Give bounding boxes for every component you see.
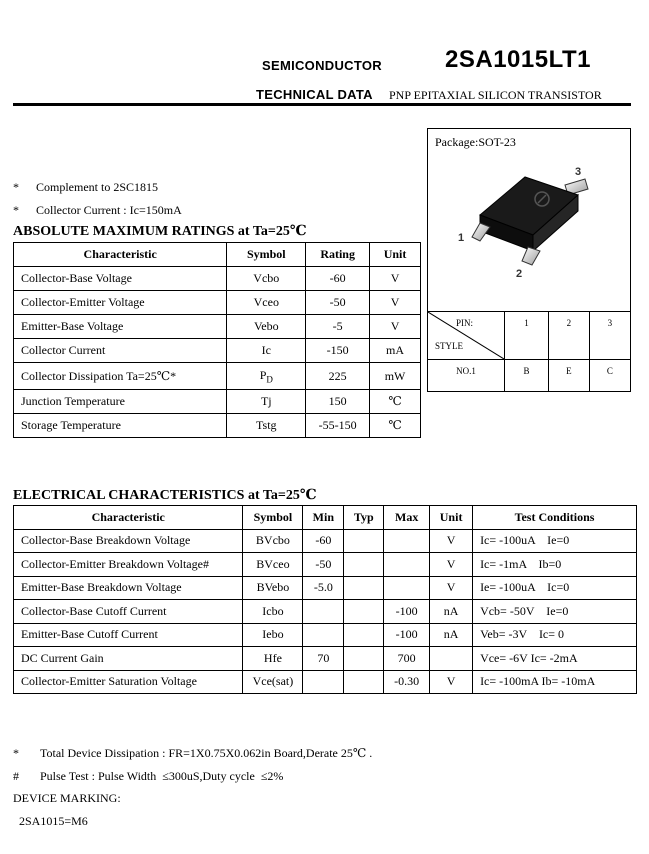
conditions-cell: Veb= -3V Ic= 0 xyxy=(473,623,637,647)
rating-cell: -60 xyxy=(306,267,370,291)
conditions-cell: Ic= -1mA Ib=0 xyxy=(473,553,637,577)
symbol-main: P xyxy=(259,367,267,382)
symbol-cell: BVceo xyxy=(243,553,303,577)
symbol-cell: Vceo xyxy=(227,291,306,315)
symbol-cell: Tstg xyxy=(227,414,306,438)
unit-cell: ℃ xyxy=(370,390,421,414)
symbol-subscript: D xyxy=(266,374,273,385)
typ-cell xyxy=(344,647,384,671)
device-marking-value: 2SA1015=M6 xyxy=(19,814,88,828)
footnote-mark: # xyxy=(13,769,19,783)
symbol-cell: Hfe xyxy=(243,647,303,671)
typ-cell xyxy=(344,553,384,577)
rating-cell: -55-150 xyxy=(306,414,370,438)
table-row xyxy=(14,553,637,577)
symbol-cell: Vce(sat) xyxy=(243,670,303,694)
pin-function: B xyxy=(505,360,549,392)
unit-cell: ℃ xyxy=(370,414,421,438)
typ-cell xyxy=(344,600,384,624)
footnote-text: Pulse Test : Pulse Width ≤300uS,Duty cycle ≤2% xyxy=(40,769,284,783)
characteristic-cell: Collector-Emitter Voltage xyxy=(14,291,227,315)
characteristic-cell: DC Current Gain xyxy=(14,647,243,671)
column-header: Symbol xyxy=(243,506,303,530)
pin-3-label: 3 xyxy=(575,166,582,178)
symbol-cell: BVebo xyxy=(243,576,303,600)
bullet-mark: * xyxy=(13,180,19,194)
rating-cell: -5 xyxy=(306,315,370,339)
typ-cell xyxy=(344,670,384,694)
rating-cell: 150 xyxy=(306,390,370,414)
unit-cell: nA xyxy=(430,623,473,647)
column-header: Max xyxy=(384,506,430,530)
column-header: Characteristic xyxy=(14,506,243,530)
characteristic-cell: Collector Dissipation Ta=25℃* xyxy=(14,363,227,390)
feature-text: Complement to 2SC1815 xyxy=(36,180,159,194)
pin-number: 3 xyxy=(589,312,630,360)
electrical-table xyxy=(13,505,637,694)
conditions-cell: Ic= -100uA Ie=0 xyxy=(473,529,637,553)
rating-cell: -150 xyxy=(306,339,370,363)
characteristic-cell: Collector-Base Voltage xyxy=(14,267,227,291)
characteristic-cell: Collector Current xyxy=(14,339,227,363)
column-header: Rating xyxy=(306,243,370,267)
unit-cell: nA xyxy=(430,600,473,624)
table-header-row xyxy=(14,243,421,267)
column-header: Symbol xyxy=(227,243,306,267)
unit-cell: mA xyxy=(370,339,421,363)
column-header: Min xyxy=(303,506,344,530)
symbol-cell: Iebo xyxy=(243,623,303,647)
table-row xyxy=(14,623,637,647)
pin-function: C xyxy=(589,360,630,392)
max-cell: -0.30 xyxy=(384,670,430,694)
min-cell: -50 xyxy=(303,553,344,577)
footnote-text: Total Device Dissipation : FR=1X0.75X0.062in Board,Derate 25℃ . xyxy=(40,746,373,760)
symbol-cell: Tj xyxy=(227,390,306,414)
abs-max-title: ABSOLUTE MAXIMUM RATINGS at Ta=25℃ xyxy=(13,224,307,239)
style-name: NO.1 xyxy=(428,360,505,392)
header-rule xyxy=(13,103,631,106)
typ-cell xyxy=(344,576,384,600)
footnote-mark: * xyxy=(13,746,19,760)
symbol-cell: Ic xyxy=(227,339,306,363)
conditions-cell: Ic= -100mA Ib= -10mA xyxy=(473,670,637,694)
feature-item xyxy=(13,180,158,195)
unit-cell: V xyxy=(370,267,421,291)
rating-cell: -50 xyxy=(306,291,370,315)
company-name: SEMICONDUCTOR xyxy=(262,58,382,73)
unit-cell: V xyxy=(430,670,473,694)
rating-cell: 225 xyxy=(306,363,370,390)
table-row xyxy=(14,600,637,624)
characteristic-cell: Storage Temperature xyxy=(14,414,227,438)
pin-2-label: 2 xyxy=(516,268,523,279)
bullet-mark: * xyxy=(13,203,19,217)
table-row xyxy=(14,529,637,553)
unit-cell: mW xyxy=(370,363,421,390)
table-row xyxy=(14,291,421,315)
symbol-cell: BVcbo xyxy=(243,529,303,553)
pin-number: 1 xyxy=(505,312,549,360)
table-row xyxy=(14,267,421,291)
characteristic-cell: Collector-Emitter Saturation Voltage xyxy=(14,670,243,694)
column-header: Typ xyxy=(344,506,384,530)
table-row xyxy=(14,647,637,671)
unit-cell: V xyxy=(430,529,473,553)
characteristic-cell: Collector-Base Breakdown Voltage xyxy=(14,529,243,553)
column-header: Test Conditions xyxy=(473,506,637,530)
table-header-row xyxy=(14,506,637,530)
typ-cell xyxy=(344,623,384,647)
characteristic-cell: Emitter-Base Breakdown Voltage xyxy=(14,576,243,600)
pin-style-header-cell xyxy=(428,312,505,360)
max-cell xyxy=(384,553,430,577)
characteristic-cell: Emitter-Base Voltage xyxy=(14,315,227,339)
max-cell: -100 xyxy=(384,623,430,647)
max-cell xyxy=(384,529,430,553)
package-box xyxy=(427,128,631,392)
column-header: Characteristic xyxy=(14,243,227,267)
pin-style-table xyxy=(428,311,630,392)
characteristic-cell: Collector-Emitter Breakdown Voltage# xyxy=(14,553,243,577)
characteristic-cell: Collector-Base Cutoff Current xyxy=(14,600,243,624)
footnote xyxy=(13,769,283,784)
typ-cell xyxy=(344,529,384,553)
abs-max-table xyxy=(13,242,421,438)
style-header: STYLE xyxy=(435,341,463,351)
unit-cell: V xyxy=(430,553,473,577)
device-marking-title: DEVICE MARKING: xyxy=(13,791,121,805)
electrical-title: ELECTRICAL CHARACTERISTICS at Ta=25℃ xyxy=(13,488,317,503)
table-row xyxy=(14,339,421,363)
document-type: TECHNICAL DATA xyxy=(256,87,373,102)
column-header: Unit xyxy=(370,243,421,267)
unit-cell: V xyxy=(430,576,473,600)
conditions-cell: Ie= -100uA Ic=0 xyxy=(473,576,637,600)
table-row xyxy=(14,390,421,414)
unit-cell: V xyxy=(370,291,421,315)
device-description: PNP EPITAXIAL SILICON TRANSISTOR xyxy=(389,88,602,102)
footnote xyxy=(13,746,372,761)
symbol-cell: Vebo xyxy=(227,315,306,339)
table-row xyxy=(14,315,421,339)
min-cell: 70 xyxy=(303,647,344,671)
max-cell: 700 xyxy=(384,647,430,671)
table-row xyxy=(14,670,637,694)
unit-cell xyxy=(430,647,473,671)
min-cell: -5.0 xyxy=(303,576,344,600)
symbol-cell: Vcbo xyxy=(227,267,306,291)
min-cell xyxy=(303,670,344,694)
min-cell xyxy=(303,600,344,624)
characteristic-cell: Emitter-Base Cutoff Current xyxy=(14,623,243,647)
column-header: Unit xyxy=(430,506,473,530)
characteristic-cell: Junction Temperature xyxy=(14,390,227,414)
sot23-package-icon xyxy=(450,159,620,279)
part-number: 2SA1015LT1 xyxy=(445,46,591,73)
table-row xyxy=(14,414,421,438)
pin-function: E xyxy=(548,360,589,392)
package-label: Package:SOT-23 xyxy=(435,135,516,149)
table-row xyxy=(14,576,637,600)
pin-header: PIN: xyxy=(456,318,474,328)
conditions-cell: Vcb= -50V Ie=0 xyxy=(473,600,637,624)
symbol-cell xyxy=(227,363,306,390)
pin-1-label: 1 xyxy=(458,232,465,244)
symbol-cell: Icbo xyxy=(243,600,303,624)
pin-number: 2 xyxy=(548,312,589,360)
table-row xyxy=(14,363,421,390)
max-cell: -100 xyxy=(384,600,430,624)
min-cell xyxy=(303,623,344,647)
min-cell: -60 xyxy=(303,529,344,553)
max-cell xyxy=(384,576,430,600)
unit-cell: V xyxy=(370,315,421,339)
feature-text: Collector Current : Ic=150mA xyxy=(36,203,182,217)
conditions-cell: Vce= -6V Ic= -2mA xyxy=(473,647,637,671)
feature-item xyxy=(13,203,182,218)
